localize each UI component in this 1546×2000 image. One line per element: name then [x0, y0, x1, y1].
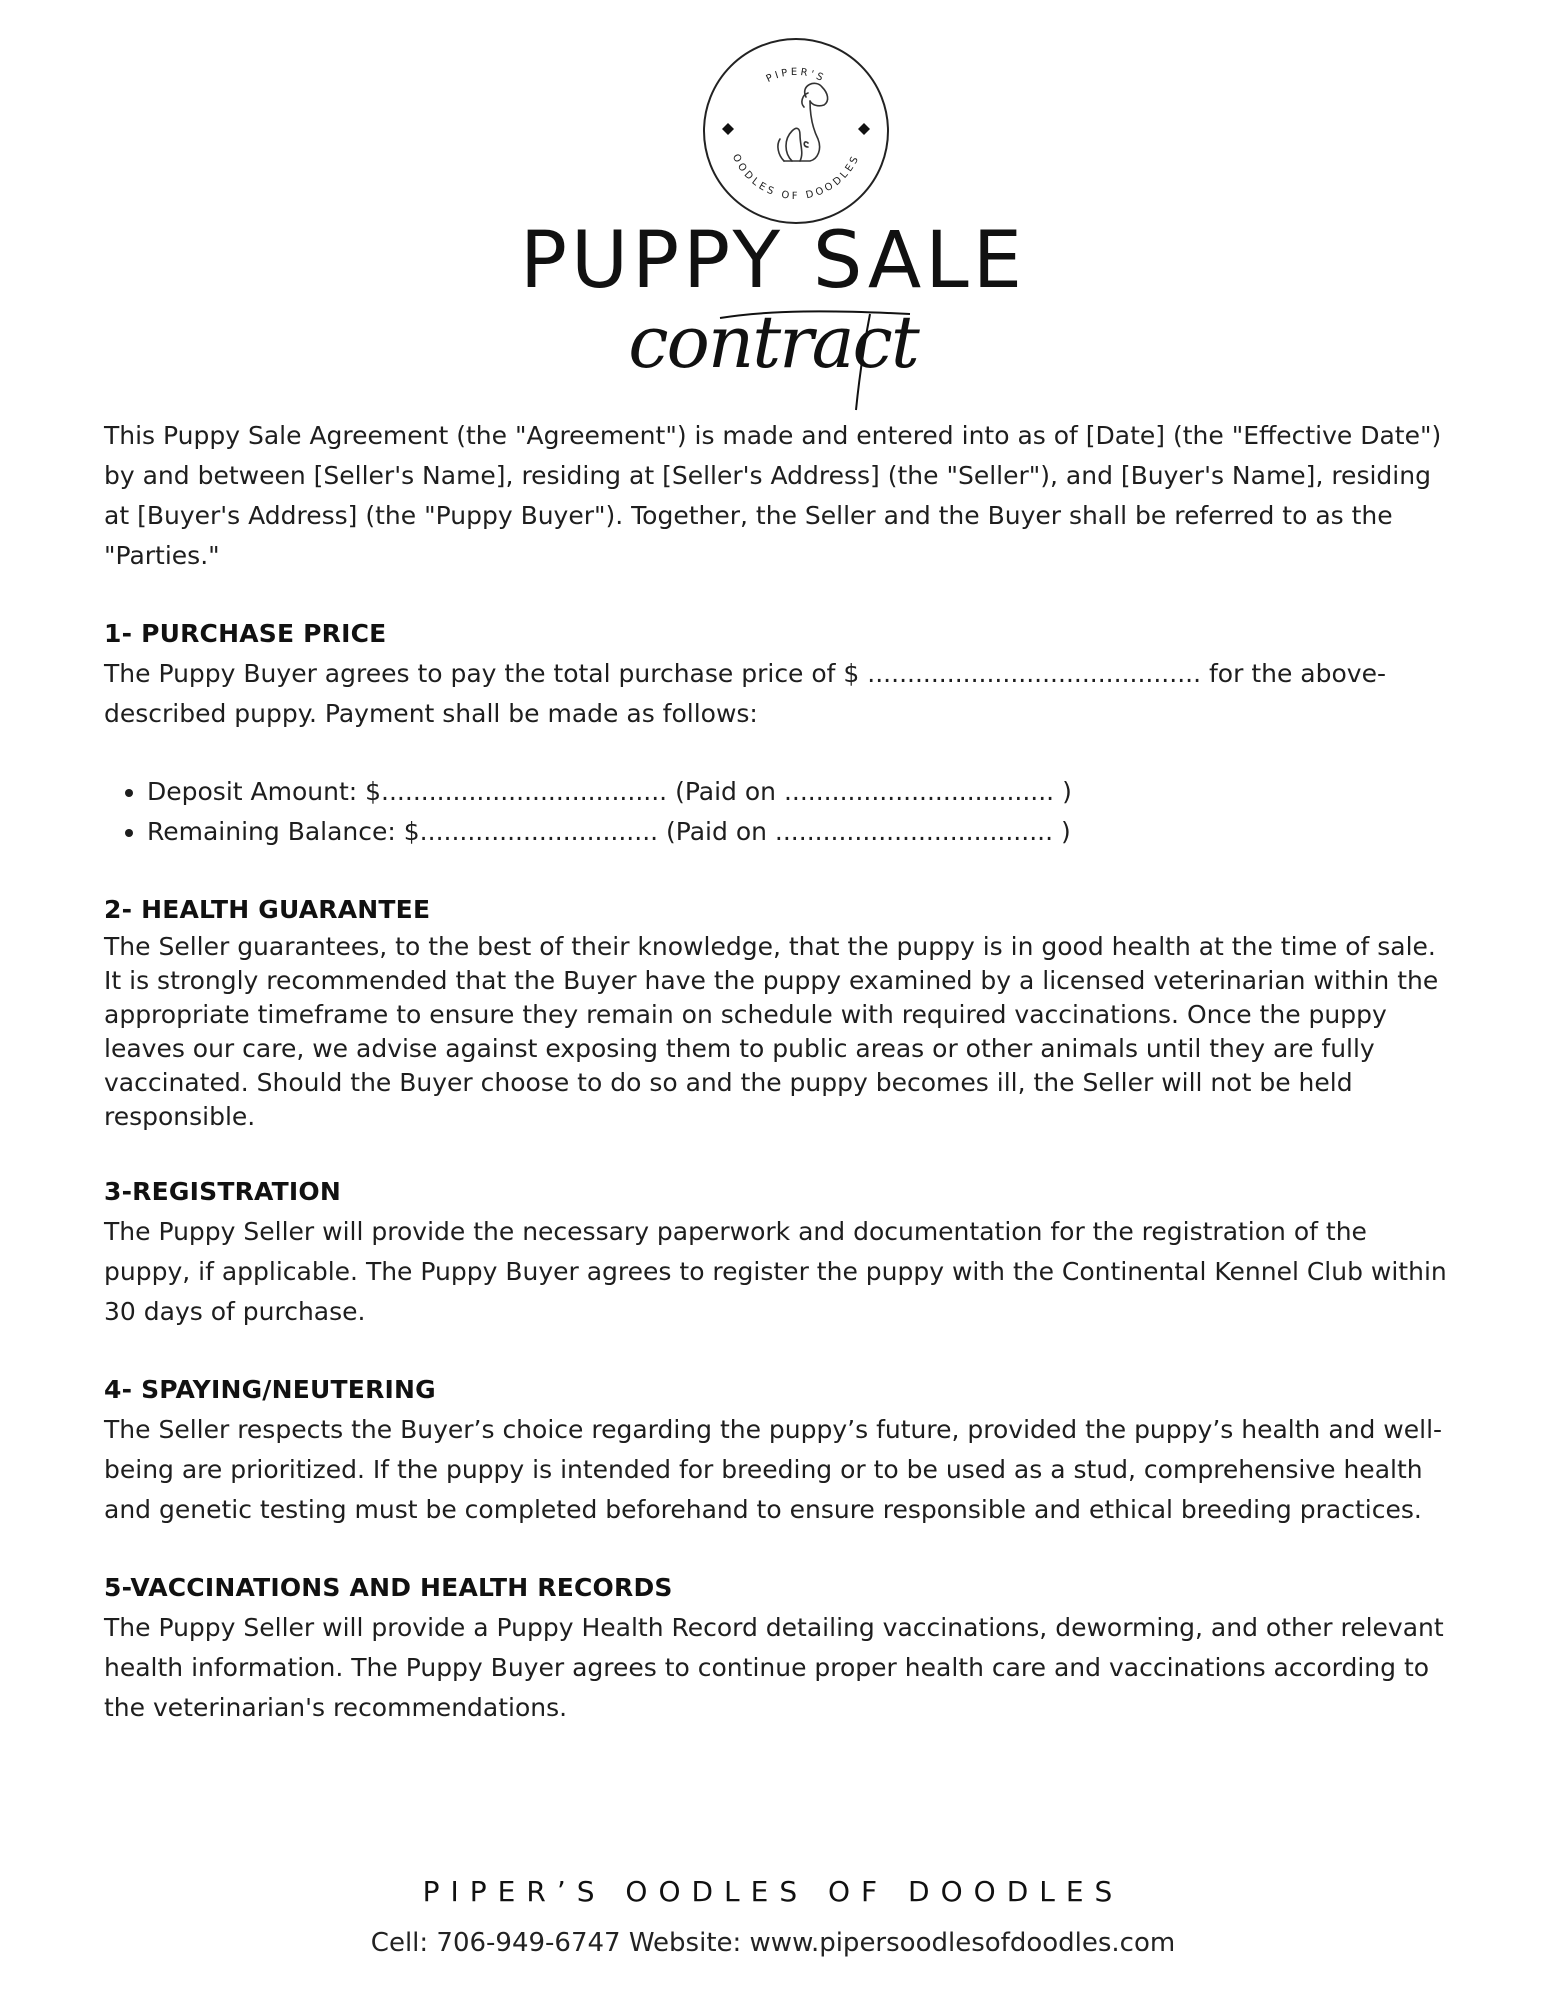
section-text: The Seller guarantees, to the best of their knowledge, that the puppy is in good health at the time of sale. It is strongly recommended that the Buyer have the puppy examined by a licensed veterinarian within the appropriate timeframe to ensure they remain on schedule with required vaccinations. Once the puppy leaves our care, we advise against exposing them to public areas or other animals until they are fully vaccinated. Should the Buyer choose to do so and the puppy becomes ill, the Seller will not be held responsible.	[104, 932, 1439, 1131]
section-health-guarantee	[104, 890, 1454, 1134]
svg-text:OODLES OF DOODLES	[730, 153, 862, 203]
section-heading: 3-REGISTRATION	[104, 1177, 341, 1206]
section-heading: 2- HEALTH GUARANTEE	[104, 895, 431, 924]
svg-text:PIPER'S	[765, 67, 828, 85]
diamond-left-icon	[722, 123, 734, 135]
logo-top-text: PIPER'S	[764, 66, 828, 85]
intro-paragraph: This Puppy Sale Agreement (the "Agreement") is made and entered into as of [Date] (the "Effective Date") by and between [Seller's Name], residing at [Seller's Address] (the "Seller"), and [Buyer's Name], residing at [Buyer's Address] (the "Puppy Buyer"). Together, the Seller and the Buyer shall be referred to as the "Parties."	[104, 421, 1442, 570]
logo-bottom-text: OODLES OF DOODLES	[729, 152, 863, 203]
section-text: The Seller respects the Buyer’s choice regarding the puppy’s future, provided the puppy’s health and well-being are prioritized. If the puppy is intended for breeding or to be used as a stud, comprehensive health and genetic testing must be completed beforehand to ensure responsible and ethical breeding practices.	[104, 1415, 1443, 1524]
brand-logo	[700, 35, 892, 227]
footer-brand: PIPER’S OODLES OF DOODLES	[422, 1875, 1124, 1908]
section-registration	[104, 1172, 1454, 1332]
list-item: • Deposit Amount: $.................................... (Paid on .................................. )	[147, 772, 1454, 812]
payment-list	[104, 772, 1454, 852]
document-title: PUPPY SALE	[520, 216, 1026, 306]
footer-contact: Cell: 706-949-6747 Website: www.pipersoodlesofdoodles.com	[370, 1928, 1176, 1958]
section-vaccinations	[104, 1568, 1454, 1728]
section-text: The Puppy Buyer agrees to pay the total purchase price of $ .......................................... for the above-described puppy. Payment shall be made as follows:	[104, 659, 1386, 728]
section-purchase-price	[104, 614, 1454, 852]
list-item: • Remaining Balance: $.............................. (Paid on ................................... )	[147, 812, 1454, 852]
section-heading: 1- PURCHASE PRICE	[104, 619, 387, 648]
contract-body	[104, 416, 1454, 1766]
diamond-right-icon	[858, 123, 870, 135]
subtitle-flourish	[660, 300, 920, 420]
document-subtitle: contract	[628, 300, 918, 384]
section-text: The Puppy Seller will provide a Puppy Health Record detailing vaccinations, deworming, and other relevant health information. The Puppy Buyer agrees to continue proper health care and vaccinations according to the veterinarian's recommendations.	[104, 1613, 1444, 1722]
section-spaying-neutering	[104, 1370, 1454, 1530]
dog-outline-icon	[778, 83, 828, 161]
section-text: The Puppy Seller will provide the necessary paperwork and documentation for the registration of the puppy, if applicable. The Puppy Buyer agrees to register the puppy with the Continental Kennel Club within 30 days of purchase.	[104, 1217, 1447, 1326]
section-heading: 5-VACCINATIONS AND HEALTH RECORDS	[104, 1573, 673, 1602]
section-heading: 4- SPAYING/NEUTERING	[104, 1375, 436, 1404]
